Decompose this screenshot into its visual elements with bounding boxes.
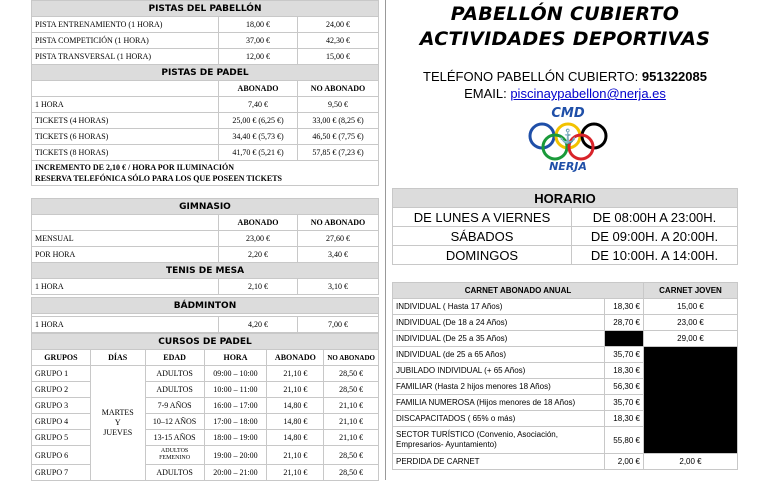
phone-number: 951322085	[641, 69, 707, 84]
badminton-title: BÁDMINTON	[32, 298, 379, 314]
table-row: FAMILIA NUMEROSA (Hijos menores de 18 Años) 35,70 €	[393, 395, 738, 411]
pistas-pabellon-table	[31, 0, 379, 186]
table-row: 1 HORA 4,20 € 7,00 €	[32, 317, 379, 333]
pistas-pabellon-title: PISTAS DEL PABELLÓN	[32, 1, 379, 17]
table-row: GRUPO 5 13-15 AÑOS 18:00 – 19:00 14,80 € 21,10 €	[32, 430, 379, 446]
table-row: DISCAPACITADOS ( 65% o más) 18,30 €	[393, 411, 738, 427]
table-row: SÁBADOS DE 09:00H. A 20:00H.	[393, 227, 738, 246]
carnet-table	[392, 282, 738, 470]
phone-label: TELÉFONO PABELLÓN CUBIERTO:	[423, 69, 639, 84]
table-row: 1 HORA 2,10 € 3,10 €	[32, 279, 379, 295]
page-title: PABELLÓN CUBIERTO ACTIVIDADES DEPORTIVAS	[419, 3, 711, 50]
table-row: GRUPO 2 ADULTOS 10:00 – 11:00 21,10 € 28,50 €	[32, 382, 379, 398]
table-row: JUBILADO INDIVIDUAL (+ 65 Años) 18,30 €	[393, 363, 738, 379]
table-row: GRUPO 4 10–12 AÑOS 17:00 – 18:00 14,80 € 21,10 €	[32, 414, 379, 430]
table-row: INDIVIDUAL (De 25 a 35 Años) 29,00 €	[393, 331, 738, 347]
logo-text-bottom: NERJA	[549, 160, 587, 173]
table-row: PISTA TRANSVERSAL (1 HORA) 12,00 € 15,00 €	[32, 49, 379, 65]
table-row: TICKETS (6 HORAS) 34,40 € (5,73 €) 46,50 € (7,75 €)	[32, 129, 379, 145]
table-row: GRUPO 3 7-9 AÑOS 16:00 – 17:00 14,80 € 21,10 €	[32, 398, 379, 414]
table-row: MENSUAL 23,00 € 27,60 €	[32, 231, 379, 247]
gimnasio-title: GIMNASIO	[32, 199, 379, 215]
table-row: FAMILIAR (Hasta 2 hijos menores 18 Años) 56,30 €	[393, 379, 738, 395]
tenis-mesa-title: TENIS DE MESA	[32, 263, 379, 279]
blacked-out-cell	[644, 347, 738, 454]
table-row: 1 HORA 7,40 € 9,50 €	[32, 97, 379, 113]
cursos-padel-table: CURSOS DE PADEL GRUPOS DÍAS EDAD HORA ABONADO NO ABONADO GRUPO 1 MARTES Y JUEVES ADULTOS 09:00 – 10:00 21,10 € 28,50 € GRUPO 2 ADULTOS 10:00 – 11:00 21,10 € 28,50 € GRUPO 3 7-9 AÑOS 16:00 – 17:00 14,80 € 21,10 € GRUPO 4 10–12 AÑOS 17:00 – 18:00 14,80 € 21,10 € GRUPO 5 13-15 AÑOS 18:00 – 19:00 14,80 € 21,10 € GRUPO 6 ADULTOS FEMENINO 19:00 – 20:00 21,10 € 28,50 € GRUPO 7 ADULTOS 20:00 – 21:00 21,10 € 28,50 €	[31, 333, 379, 481]
table-row: DOMINGOS DE 10:00H. A 14:00H.	[393, 246, 738, 265]
email-link[interactable]: piscinaypabellon@nerja.es	[510, 86, 666, 101]
col-abonado: ABONADO	[219, 81, 298, 97]
blacked-out-cell	[605, 331, 644, 347]
table-row: POR HORA 2,20 € 3,40 €	[32, 247, 379, 263]
table-row: PERDIDA DE CARNET 2,00 € 2,00 €	[393, 454, 738, 470]
contact-info	[392, 68, 738, 102]
email-label: EMAIL:	[464, 86, 507, 101]
table-row: GRUPO 6 ADULTOS FEMENINO 19:00 – 20:00 21,10 € 28,50 €	[32, 446, 379, 465]
table-row: PISTA ENTRENAMIENTO (1 HORA) 18,00 € 24,00 €	[32, 17, 379, 33]
table-row: INDIVIDUAL ( Hasta 17 Años) 18,30 € 15,00 €	[393, 299, 738, 315]
table-row: DE LUNES A VIERNES DE 08:00H A 23:00H.	[393, 208, 738, 227]
table-row: PISTA COMPETICIÓN (1 HORA) 37,00 € 42,30 €	[32, 33, 379, 49]
gimnasio-table: GIMNASIO ABONADO NO ABONADO MENSUAL 23,00 € 27,60 € POR HORA 2,20 € 3,40 € TENIS DE MESA 1 HORA 2,10 € 3,10 € BÁDMINTON 1 HORA 4,20 € 7,00 €	[31, 198, 379, 333]
col-no-abonado: NO ABONADO	[298, 81, 379, 97]
horario-title: HORARIO	[393, 189, 738, 208]
table-row: TICKETS (8 HORAS) 41,70 € (5,21 €) 57,85 € (7,23 €)	[32, 145, 379, 161]
padel-notes: INCREMENTO DE 2,10 € / HORA POR ILUMINACIÓN RESERVA TELEFÓNICA SÓLO PARA LOS QUE POSEEN TICKETS	[32, 161, 379, 186]
carnet-anual-title: CARNET ABONADO ANUAL	[393, 283, 644, 299]
column-divider	[385, 0, 386, 480]
table-row: GRUPO 7 ADULTOS 20:00 – 21:00 21,10 € 28,50 €	[32, 465, 379, 481]
carnet-joven-title: CARNET JOVEN	[644, 283, 738, 299]
table-row: INDIVIDUAL (de 25 a 65 Años) 35,70 €	[393, 347, 738, 363]
table-row: TICKETS (4 HORAS) 25,00 € (6,25 €) 33,00 € (8,25 €)	[32, 113, 379, 129]
anchor-icon: ⚓	[559, 130, 577, 145]
pistas-padel-title: PISTAS DE PADEL	[32, 65, 379, 81]
cmd-nerja-logo	[528, 103, 608, 173]
table-row: INDIVIDUAL (De 18 a 24 Años) 28,70 € 23,00 €	[393, 315, 738, 331]
cursos-padel-title: CURSOS DE PADEL	[32, 334, 379, 350]
table-row: GRUPO 1 MARTES Y JUEVES ADULTOS 09:00 – 10:00 21,10 € 28,50 €	[32, 366, 379, 382]
table-row: SECTOR TURÍSTICO (Convenio, Asociación, Empresarios- Ayuntamiento) 55,80 €	[393, 427, 738, 454]
left-price-column	[31, 0, 379, 481]
logo-text-top: CMD	[551, 106, 585, 121]
dias-cell: MARTES Y JUEVES	[90, 366, 145, 481]
horario-table	[392, 188, 738, 265]
